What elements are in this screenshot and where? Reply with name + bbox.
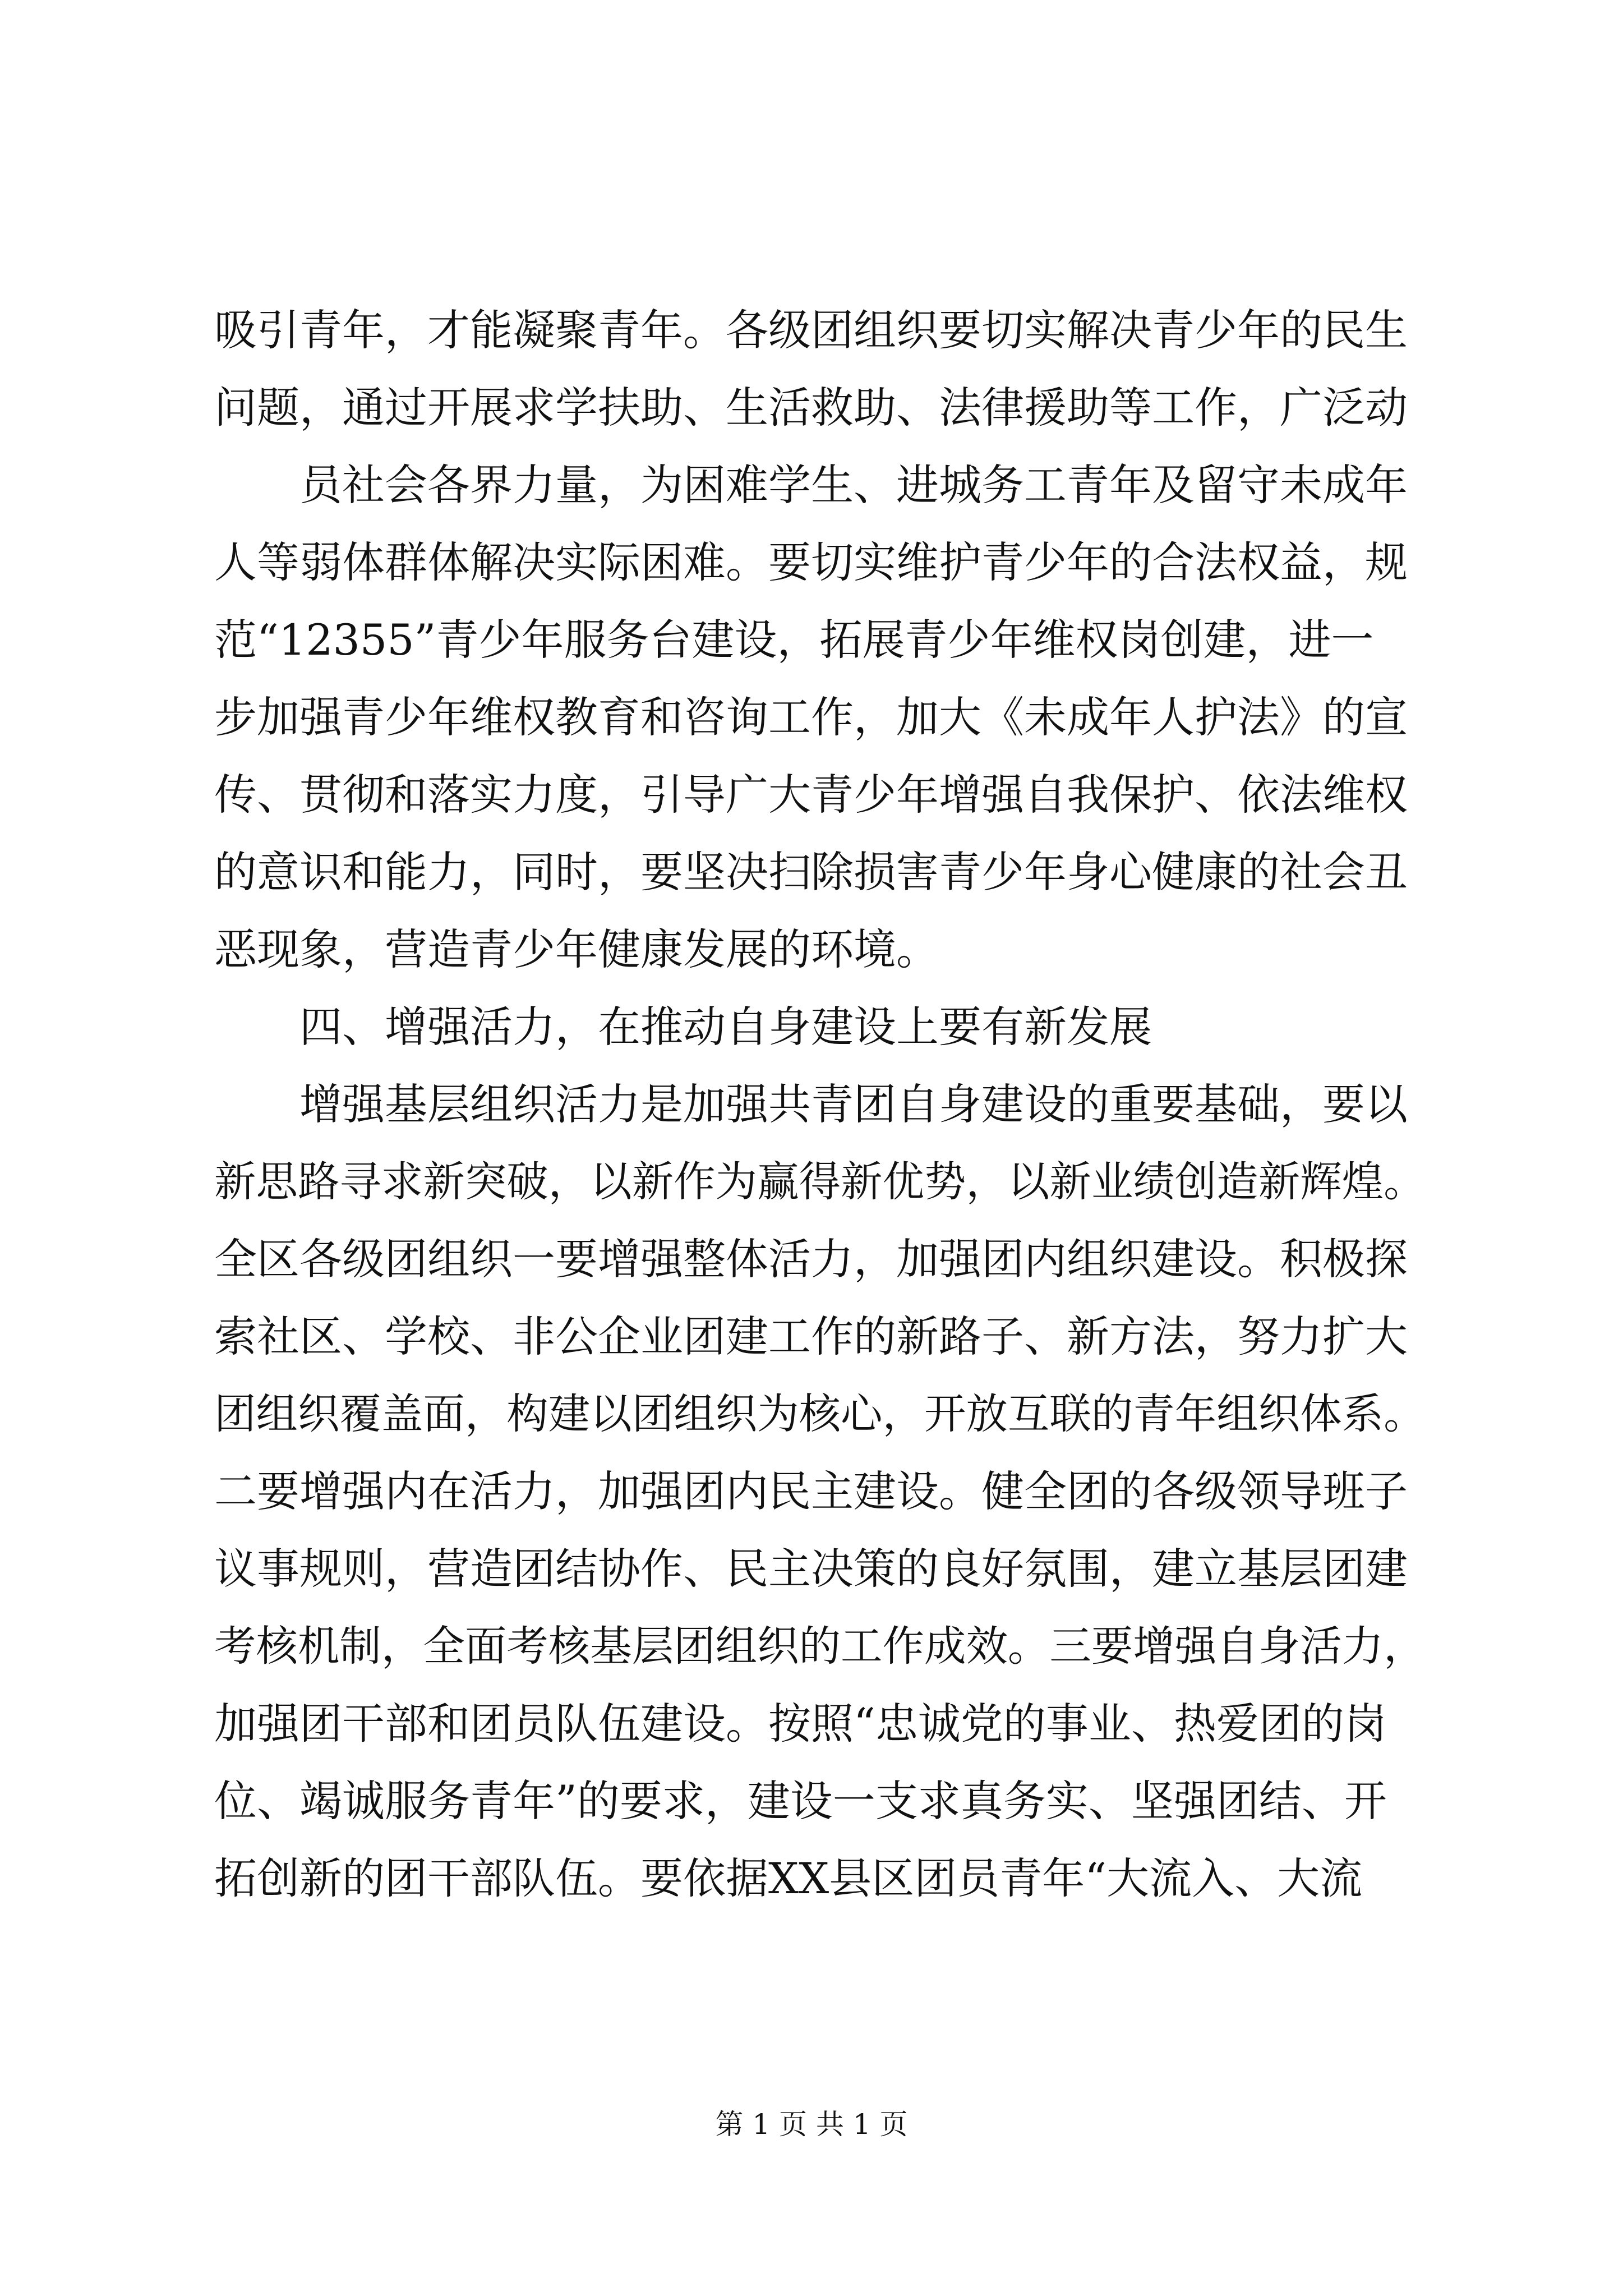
page-footer: 第 1 页 共 1 页 bbox=[715, 2108, 908, 2141]
text-line: 的意识和能力，同时，要坚决扫除损害青少年身心健康的社会丑 bbox=[214, 847, 1408, 897]
text-line: 位、竭诚服务青年”的要求，建设一支求真务实、坚强团结、开 bbox=[214, 1776, 1387, 1826]
text-line: 四、增强活力，在推动自身建设上要有新发展 bbox=[299, 1002, 1152, 1052]
text-line: 范“12355”青少年服务台建设，拓展青少年维权岗创建，进一 bbox=[214, 615, 1374, 665]
text-line: 团组织覆盖面，构建以团组织为核心，开放互联的青年组织体系。 bbox=[214, 1389, 1426, 1438]
text-line: 增强基层组织活力是加强共青团自身建设的重要基础，要以 bbox=[299, 1079, 1408, 1129]
text-line: 吸引青年，才能凝聚青年。各级团组织要切实解决青少年的民生 bbox=[214, 305, 1408, 355]
text-line: 新思路寻求新突破，以新作为赢得新优势，以新业绩创造新辉煌。 bbox=[214, 1157, 1426, 1206]
body-text bbox=[214, 292, 1426, 1917]
text-line: 步加强青少年维权教育和咨询工作，加大《未成年人护法》的宣 bbox=[214, 692, 1408, 742]
text-line: 问题，通过开展求学扶助、生活救助、法律援助等工作，广泛动 bbox=[214, 383, 1408, 432]
text-line: 考核机制，全面考核基层团组织的工作成效。三要增强自身活力， bbox=[214, 1622, 1426, 1671]
text-line: 拓创新的团干部队伍。要依据XX县区团员青年“大流入、大流 bbox=[214, 1853, 1363, 1903]
text-line: 人等弱体群体解决实际困难。要切实维护青少年的合法权益，规 bbox=[214, 537, 1408, 587]
text-line: 二要增强内在活力，加强团内民主建设。健全团的各级领导班子 bbox=[214, 1466, 1408, 1516]
text-line: 全区各级团组织一要增强整体活力，加强团内组织建设。积极探 bbox=[214, 1234, 1408, 1284]
text-line: 议事规则，营造团结协作、民主决策的良好氛围，建立基层团建 bbox=[214, 1544, 1408, 1594]
text-line: 员社会各界力量，为困难学生、进城务工青年及留守未成年 bbox=[299, 460, 1408, 510]
text-line: 索社区、学校、非公企业团建工作的新路子、新方法，努力扩大 bbox=[214, 1312, 1408, 1361]
text-line: 恶现象，营造青少年健康发展的环境。 bbox=[214, 924, 939, 974]
text-line: 加强团干部和团员队伍建设。按照“忠诚党的事业、热爱团的岗 bbox=[214, 1699, 1387, 1749]
text-line: 传、贯彻和落实力度，引导广大青少年增强自我保护、依法维权 bbox=[214, 770, 1408, 820]
